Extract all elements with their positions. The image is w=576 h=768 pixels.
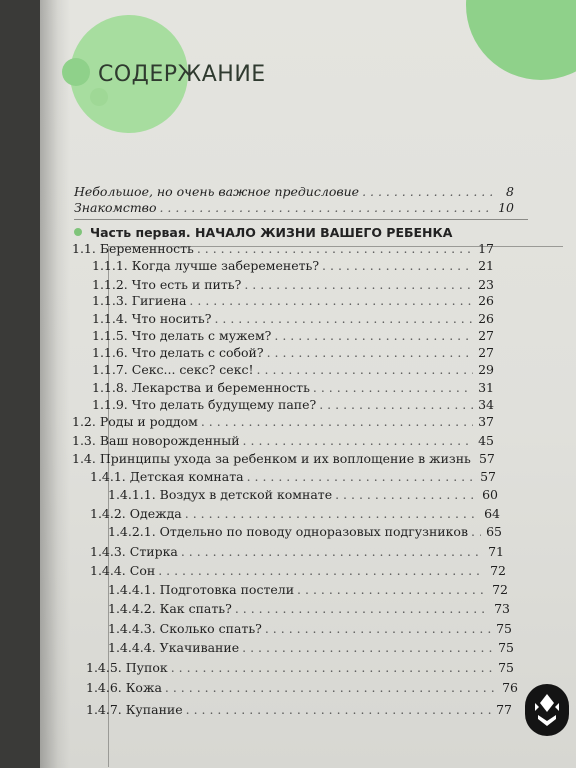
toc-label: 1.1.8. Лекарства и беременность: [92, 380, 310, 395]
toc-page-number: 27: [478, 345, 494, 360]
toc-row: [92, 293, 494, 313]
dot-leader: [165, 680, 497, 695]
toc-label: 1.1.5. Что делать с мужем?: [92, 328, 272, 343]
toc-label: 1.4.5. Пупок: [86, 660, 168, 675]
toc-row: [86, 660, 514, 680]
toc-label: 1.4.4.1. Подготовка постели: [108, 582, 295, 597]
toc-label: 1.1.2. Что есть и пить?: [92, 277, 242, 292]
toc-page-number: 73: [494, 601, 510, 616]
toc-label: 1.2. Роды и роддом: [72, 414, 198, 429]
part-title: Часть первая. НАЧАЛО ЖИЗНИ ВАШЕГО РЕБЕНКА: [90, 224, 453, 240]
toc-row: [72, 433, 494, 453]
dot-leader: [181, 544, 483, 559]
dot-leader: [235, 601, 489, 616]
dot-leader: [297, 582, 487, 597]
dot-leader: [171, 660, 493, 675]
toc-label: 1.1. Беременность: [72, 241, 194, 256]
part-heading: [74, 222, 452, 242]
toc-page-number: 37: [478, 414, 494, 429]
toc-row: [92, 258, 494, 278]
toc-page-number: 77: [496, 702, 512, 717]
toc-page-number: 75: [498, 660, 514, 675]
toc-label: 1.4.7. Купание: [86, 702, 183, 717]
toc-page-number: 72: [492, 582, 508, 597]
dot-leader: [319, 397, 473, 412]
dot-leader: [243, 433, 473, 448]
book-page: [40, 0, 576, 768]
dot-leader: [274, 328, 473, 343]
dot-leader: [242, 640, 493, 655]
toc-page-number: 76: [502, 680, 518, 695]
dot-leader: [247, 469, 475, 484]
watermark-logo-icon: [525, 684, 569, 736]
toc-page-number: 21: [478, 258, 494, 273]
dot-leader: [201, 414, 473, 429]
dot-leader: [189, 293, 473, 308]
toc-row-acquaintance: [74, 200, 514, 220]
toc-label: 1.1.4. Что носить?: [92, 311, 212, 326]
toc-label: 1.4.4.4. Укачивание: [108, 640, 240, 655]
toc-row: [90, 506, 500, 526]
toc-page-number: 57: [478, 451, 495, 466]
toc-page-number: 10: [498, 200, 514, 215]
divider: [74, 219, 528, 220]
toc-page-number: 26: [478, 311, 494, 326]
toc-label: 1.4. Принципы ухода за ребенком и их воплощение в жизнь: [72, 451, 471, 466]
toc-page-number: 57: [480, 469, 496, 484]
dot-leader: [322, 258, 473, 273]
dot-leader: [313, 380, 473, 395]
toc-row: [108, 640, 514, 660]
toc-label: 1.4.4.2. Как спать?: [108, 601, 232, 616]
toc-page-number: 65: [486, 524, 502, 539]
corner-green-circle: [466, 0, 576, 80]
toc-row: [108, 621, 512, 641]
toc-page-number: 17: [478, 241, 494, 256]
dot-leader: [186, 702, 491, 717]
toc-label: 1.4.2.1. Отдельно по поводу одноразовых подгузников: [108, 524, 468, 539]
watermark-logo-glyph: [532, 691, 562, 729]
page-binding-shadow: [40, 0, 70, 768]
toc-row: [72, 414, 494, 434]
toc-page-number: 31: [478, 380, 494, 395]
dot-leader: [244, 277, 473, 292]
dot-leader: [335, 487, 477, 502]
toc-row: [92, 362, 494, 382]
toc-row: [90, 469, 496, 489]
toc-page-number: 45: [478, 433, 494, 448]
toc-page-number: 23: [478, 277, 494, 292]
dot-leader: [267, 345, 473, 360]
toc-row: [90, 544, 504, 564]
toc-label: 1.4.4. Сон: [90, 563, 156, 578]
toc-row: [86, 702, 512, 722]
toc-page-number: 26: [478, 293, 494, 308]
small-green-blob: [62, 58, 90, 86]
toc-page-number: 8: [506, 184, 514, 199]
toc-page-number: 27: [478, 328, 494, 343]
dot-leader: [362, 184, 493, 199]
toc-page-number: 75: [498, 640, 514, 655]
toc-label: 1.1.1. Когда лучше забеременеть?: [92, 258, 320, 273]
toc-row: [72, 451, 494, 471]
dot-leader: [185, 506, 479, 521]
toc-row: [108, 601, 510, 621]
toc-page-number: 71: [488, 544, 504, 559]
toc-label: 1.1.6. Что делать с собой?: [92, 345, 264, 360]
toc-page-number: 34: [478, 397, 494, 412]
toc-row: [90, 563, 506, 583]
page-title: СОДЕРЖАНИЕ: [98, 62, 266, 87]
dot-leader: [197, 241, 473, 256]
toc-label: Знакомство: [74, 200, 157, 215]
dot-leader: [471, 524, 481, 539]
toc-label: 1.4.1.1. Воздух в детской комнате: [108, 487, 333, 502]
toc-label: 1.1.3. Гигиена: [92, 293, 187, 308]
bullet-icon: [74, 228, 82, 236]
dot-leader: [214, 311, 473, 326]
dot-leader: [265, 621, 491, 636]
toc-row: [86, 680, 518, 700]
toc-label: 1.3. Ваш новорожденный: [72, 433, 240, 448]
toc-page-number: 72: [490, 563, 506, 578]
toc-row: [108, 524, 502, 544]
toc-page-number: 29: [478, 362, 494, 377]
toc-label: Небольшое, но очень важное предисловие: [74, 184, 360, 199]
dot-leader: [159, 200, 493, 215]
toc-label: 1.4.2. Одежда: [90, 506, 182, 521]
toc-label: 1.4.4.3. Сколько спать?: [108, 621, 262, 636]
tiny-green-blob: [90, 88, 108, 106]
toc-label: 1.4.6. Кожа: [86, 680, 162, 695]
toc-page-number: 75: [496, 621, 512, 636]
dot-leader: [257, 362, 473, 377]
toc-page-number: 60: [482, 487, 498, 502]
toc-label: 1.4.3. Стирка: [90, 544, 178, 559]
toc-label: 1.1.9. Что делать будущему папе?: [92, 397, 317, 412]
toc-label: 1.4.1. Детская комната: [90, 469, 244, 484]
dot-leader: [158, 563, 485, 578]
toc-row: [108, 582, 508, 602]
toc-label: 1.1.7. Секс... секс? секс!: [92, 362, 254, 377]
toc-row: [108, 487, 498, 507]
toc-page-number: 64: [484, 506, 500, 521]
